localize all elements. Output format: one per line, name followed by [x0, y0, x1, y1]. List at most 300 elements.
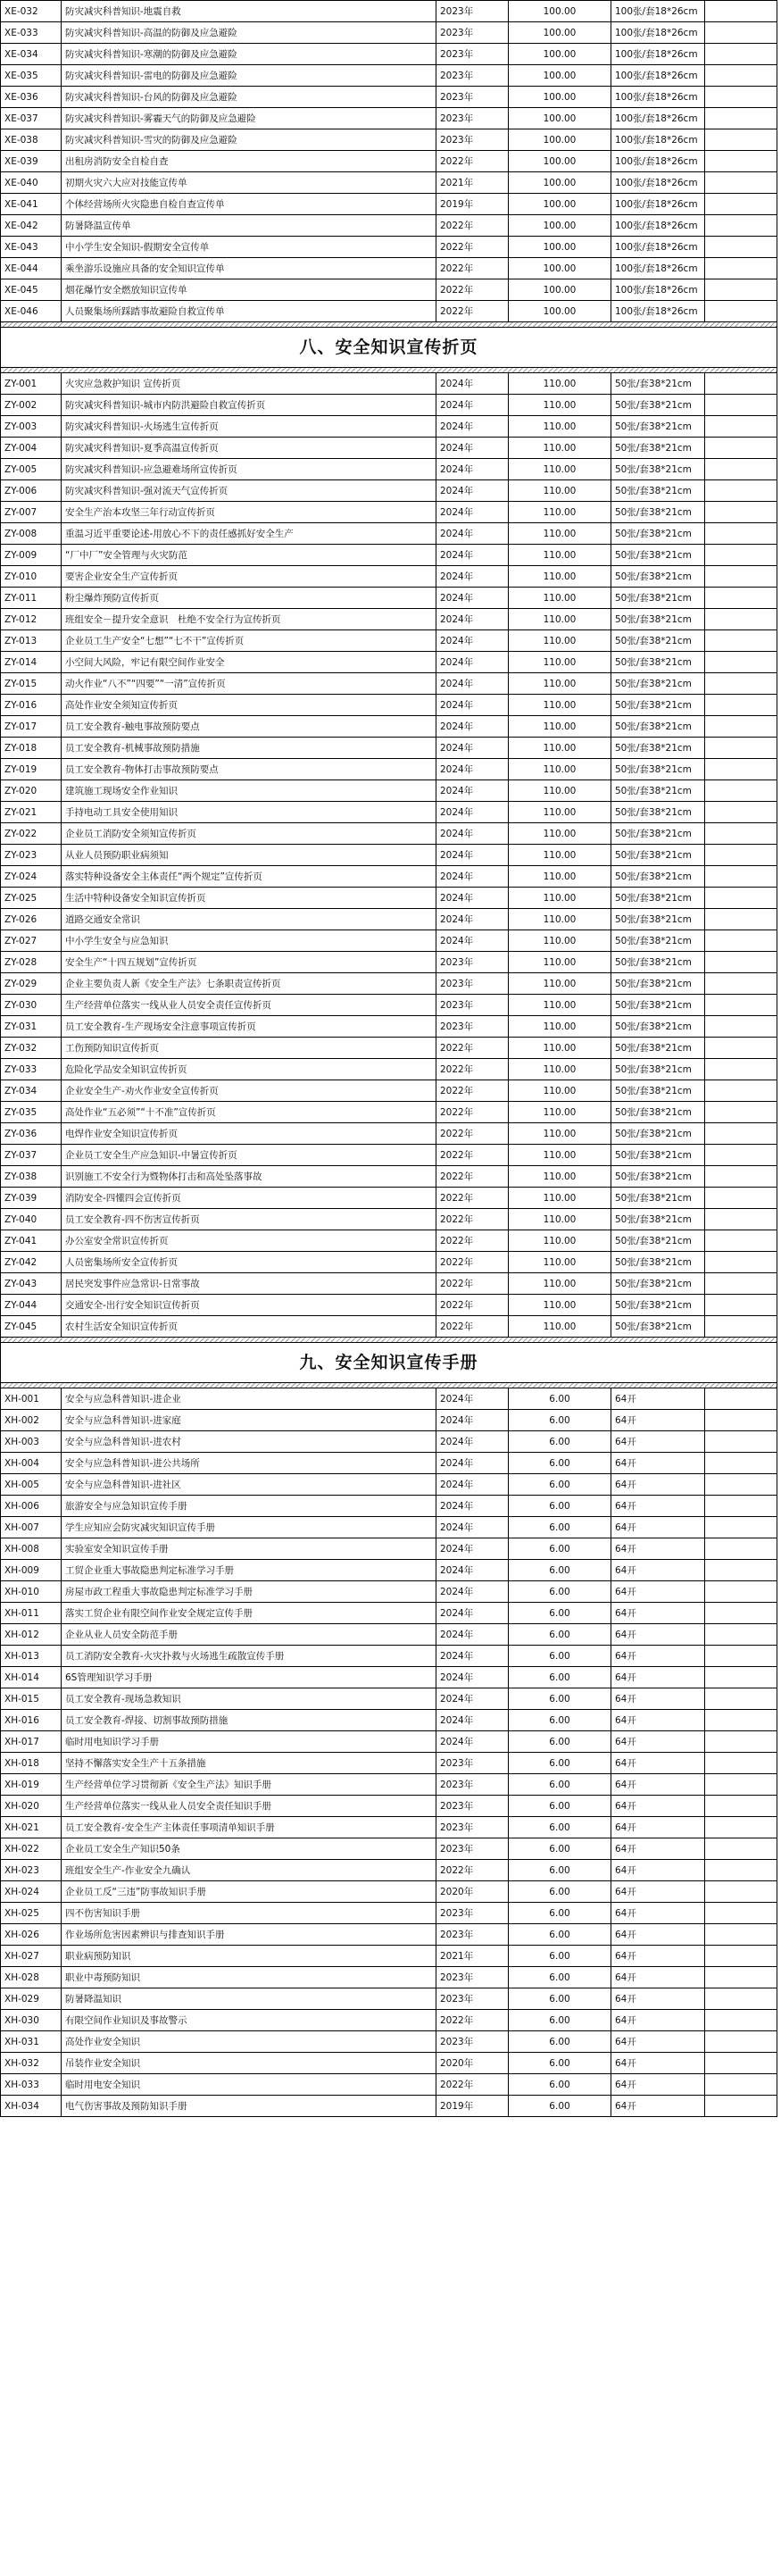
- table-row: [1, 237, 777, 258]
- item-year: 2021年: [436, 172, 509, 194]
- item-spec: 100张/套18*26cm: [611, 279, 705, 301]
- item-spec: 64开: [611, 2010, 705, 2031]
- item-year: 2024年: [436, 1496, 509, 1517]
- table-row: [1, 1646, 777, 1667]
- item-code: ZY-028: [1, 952, 62, 973]
- table-row: [1, 630, 777, 652]
- item-note: [705, 1431, 777, 1453]
- item-year: 2024年: [436, 1410, 509, 1431]
- item-title: 防灾减灾科普知识-寒潮的防御及应急避险: [62, 44, 436, 65]
- item-spec: 64开: [611, 1538, 705, 1560]
- item-spec: 50张/套38*21cm: [611, 373, 705, 395]
- item-price: 6.00: [509, 2053, 611, 2074]
- item-code: ZY-034: [1, 1080, 62, 1102]
- table-row: [1, 1517, 777, 1538]
- item-code: ZY-019: [1, 759, 62, 780]
- item-title: 企业员工安全生产知识50条: [62, 1838, 436, 1860]
- item-price: 110.00: [509, 1230, 611, 1252]
- item-year: 2022年: [436, 258, 509, 279]
- table-row: [1, 1252, 777, 1273]
- item-title: 工贸企业重大事故隐患判定标准学习手册: [62, 1560, 436, 1581]
- item-code: XE-038: [1, 129, 62, 151]
- item-code: ZY-029: [1, 973, 62, 995]
- section-header: [1, 328, 777, 368]
- item-price: 110.00: [509, 1123, 611, 1145]
- item-spec: 64开: [611, 1710, 705, 1731]
- table-row: [1, 1295, 777, 1316]
- item-spec: 50张/套38*21cm: [611, 909, 705, 930]
- item-title: 防灾减灾科普知识-城市内防洪避险自救宣传折页: [62, 395, 436, 416]
- item-spec: 50张/套38*21cm: [611, 1295, 705, 1316]
- table-row: [1, 780, 777, 802]
- item-title: 工伤预防知识宣传折页: [62, 1038, 436, 1059]
- item-title: 防灾减灾科普知识-雾霾天气的防御及应急避险: [62, 108, 436, 129]
- table-row: [1, 1410, 777, 1431]
- item-note: [705, 172, 777, 194]
- item-note: [705, 545, 777, 566]
- item-spec: 64开: [611, 1388, 705, 1410]
- table-row: [1, 194, 777, 215]
- item-title: 防灾减灾科普知识-应急避难场所宣传折页: [62, 459, 436, 480]
- item-code: XH-023: [1, 1860, 62, 1881]
- item-spec: 64开: [611, 1560, 705, 1581]
- item-price: 110.00: [509, 1209, 611, 1230]
- table-row: [1, 1496, 777, 1517]
- item-title: 乘坐游乐设施应具备的安全知识宣传单: [62, 258, 436, 279]
- item-price: 100.00: [509, 1, 611, 22]
- item-code: ZY-022: [1, 823, 62, 845]
- item-note: [705, 1517, 777, 1538]
- item-year: 2022年: [436, 2074, 509, 2096]
- item-title: 学生应知应会防灾减灾知识宣传手册: [62, 1517, 436, 1538]
- item-spec: 100张/套18*26cm: [611, 108, 705, 129]
- item-spec: 50张/套38*21cm: [611, 652, 705, 673]
- item-note: [705, 480, 777, 502]
- item-spec: 50张/套38*21cm: [611, 952, 705, 973]
- item-note: [705, 1252, 777, 1273]
- table-row: [1, 1080, 777, 1102]
- item-note: [705, 1123, 777, 1145]
- item-year: 2024年: [436, 566, 509, 588]
- item-code: ZY-003: [1, 416, 62, 438]
- item-code: XH-033: [1, 2074, 62, 2096]
- item-spec: 100张/套18*26cm: [611, 301, 705, 322]
- item-note: [705, 952, 777, 973]
- table-row: [1, 1145, 777, 1166]
- table-row: [1, 151, 777, 172]
- item-note: [705, 1209, 777, 1230]
- item-spec: 64开: [611, 2096, 705, 2117]
- item-year: 2022年: [436, 1188, 509, 1209]
- item-year: 2024年: [436, 866, 509, 888]
- item-title: 手持电动工具安全使用知识: [62, 802, 436, 823]
- item-note: [705, 2074, 777, 2096]
- item-code: ZY-032: [1, 1038, 62, 1059]
- item-year: 2020年: [436, 2053, 509, 2074]
- item-price: 6.00: [509, 1624, 611, 1646]
- item-year: 2022年: [436, 237, 509, 258]
- item-title: 企业员工消防安全须知宣传折页: [62, 823, 436, 845]
- item-price: 110.00: [509, 395, 611, 416]
- item-price: 110.00: [509, 1059, 611, 1080]
- item-title: 员工安全教育-物体打击事故预防要点: [62, 759, 436, 780]
- item-year: 2023年: [436, 129, 509, 151]
- item-price: 110.00: [509, 652, 611, 673]
- item-spec: 100张/套18*26cm: [611, 1, 705, 22]
- item-spec: 50张/套38*21cm: [611, 1038, 705, 1059]
- table-row: [1, 1946, 777, 1967]
- item-price: 110.00: [509, 673, 611, 695]
- item-title: 安全生产治本攻坚三年行动宣传折页: [62, 502, 436, 523]
- item-title: 落实特种设备安全主体责任“两个规定”宣传折页: [62, 866, 436, 888]
- item-note: [705, 566, 777, 588]
- item-year: 2024年: [436, 438, 509, 459]
- table-row: [1, 1667, 777, 1688]
- item-note: [705, 630, 777, 652]
- item-code: ZY-035: [1, 1102, 62, 1123]
- item-note: [705, 237, 777, 258]
- item-year: 2022年: [436, 151, 509, 172]
- item-spec: 50张/套38*21cm: [611, 480, 705, 502]
- table-row: [1, 1967, 777, 1988]
- item-year: 2022年: [436, 1230, 509, 1252]
- table-row: [1, 1188, 777, 1209]
- item-price: 6.00: [509, 1881, 611, 1903]
- item-spec: 50张/套38*21cm: [611, 1080, 705, 1102]
- table-row: [1, 1059, 777, 1080]
- item-code: XH-021: [1, 1817, 62, 1838]
- item-year: 2024年: [436, 1581, 509, 1603]
- item-spec: 50张/套38*21cm: [611, 995, 705, 1016]
- item-note: [705, 1688, 777, 1710]
- table-row: [1, 1817, 777, 1838]
- item-title: 企业员工反“三违”防事故知识手册: [62, 1881, 436, 1903]
- item-year: 2022年: [436, 1123, 509, 1145]
- item-price: 110.00: [509, 866, 611, 888]
- table-row: [1, 1453, 777, 1474]
- table-row: [1, 1166, 777, 1188]
- item-note: [705, 1410, 777, 1431]
- item-spec: 64开: [611, 1603, 705, 1624]
- item-code: ZY-023: [1, 845, 62, 866]
- item-price: 6.00: [509, 1517, 611, 1538]
- item-spec: 50张/套38*21cm: [611, 1316, 705, 1338]
- item-title: 生活中特种设备安全知识宣传折页: [62, 888, 436, 909]
- item-code: ZY-004: [1, 438, 62, 459]
- item-code: ZY-036: [1, 1123, 62, 1145]
- table-row: [1, 44, 777, 65]
- item-code: ZY-031: [1, 1016, 62, 1038]
- item-price: 110.00: [509, 416, 611, 438]
- item-note: [705, 1646, 777, 1667]
- item-title: 员工安全教育-生产现场安全注意事项宣传折页: [62, 1016, 436, 1038]
- item-code: XE-043: [1, 237, 62, 258]
- item-spec: 64开: [611, 2031, 705, 2053]
- item-code: XH-010: [1, 1581, 62, 1603]
- item-code: ZY-020: [1, 780, 62, 802]
- item-note: [705, 523, 777, 545]
- item-year: 2023年: [436, 1817, 509, 1838]
- item-spec: 50张/套38*21cm: [611, 1123, 705, 1145]
- item-title: 临时用电安全知识: [62, 2074, 436, 2096]
- item-title: 防灾减灾科普知识-雷电的防御及应急避险: [62, 65, 436, 87]
- item-price: 6.00: [509, 1838, 611, 1860]
- item-year: 2024年: [436, 480, 509, 502]
- item-code: ZY-042: [1, 1252, 62, 1273]
- item-note: [705, 738, 777, 759]
- item-price: 110.00: [509, 973, 611, 995]
- item-spec: 100张/套18*26cm: [611, 22, 705, 44]
- item-price: 100.00: [509, 108, 611, 129]
- item-price: 100.00: [509, 237, 611, 258]
- item-spec: 64开: [611, 1903, 705, 1924]
- item-code: ZY-008: [1, 523, 62, 545]
- item-year: 2022年: [436, 215, 509, 237]
- item-note: [705, 995, 777, 1016]
- item-title: 高处作业安全须知宣传折页: [62, 695, 436, 716]
- item-spec: 50张/套38*21cm: [611, 609, 705, 630]
- item-title: 安全与应急科普知识-进农村: [62, 1431, 436, 1453]
- item-year: 2024年: [436, 416, 509, 438]
- item-code: ZY-030: [1, 995, 62, 1016]
- item-code: XE-039: [1, 151, 62, 172]
- item-code: XH-029: [1, 1988, 62, 2010]
- item-title: 旅游安全与应急知识宣传手册: [62, 1496, 436, 1517]
- item-note: [705, 1102, 777, 1123]
- item-spec: 50张/套38*21cm: [611, 438, 705, 459]
- item-year: 2024年: [436, 545, 509, 566]
- item-spec: 50张/套38*21cm: [611, 1059, 705, 1080]
- item-year: 2024年: [436, 716, 509, 738]
- item-title: 防灾减灾科普知识-高温的防御及应急避险: [62, 22, 436, 44]
- item-year: 2024年: [436, 738, 509, 759]
- item-title: 高处作业安全知识: [62, 2031, 436, 2053]
- item-note: [705, 1038, 777, 1059]
- item-price: 6.00: [509, 1538, 611, 1560]
- item-year: 2024年: [436, 1646, 509, 1667]
- item-year: 2024年: [436, 1474, 509, 1496]
- item-spec: 50张/套38*21cm: [611, 416, 705, 438]
- item-note: [705, 1903, 777, 1924]
- item-title: 防灾减灾科普知识-雪灾的防御及应急避险: [62, 129, 436, 151]
- item-price: 6.00: [509, 1710, 611, 1731]
- item-year: 2024年: [436, 930, 509, 952]
- item-note: [705, 416, 777, 438]
- item-spec: 64开: [611, 1453, 705, 1474]
- item-note: [705, 1188, 777, 1209]
- table-row: [1, 108, 777, 129]
- item-code: ZY-026: [1, 909, 62, 930]
- item-title: 安全与应急科普知识-进公共场所: [62, 1453, 436, 1474]
- item-note: [705, 673, 777, 695]
- item-price: 110.00: [509, 952, 611, 973]
- item-price: 6.00: [509, 2010, 611, 2031]
- item-note: [705, 1624, 777, 1646]
- item-note: [705, 151, 777, 172]
- item-price: 6.00: [509, 2031, 611, 2053]
- item-spec: 64开: [611, 1860, 705, 1881]
- item-spec: 50张/套38*21cm: [611, 759, 705, 780]
- item-spec: 50张/套38*21cm: [611, 1252, 705, 1273]
- item-price: 100.00: [509, 194, 611, 215]
- item-year: 2024年: [436, 373, 509, 395]
- item-code: XH-017: [1, 1731, 62, 1753]
- item-code: ZY-024: [1, 866, 62, 888]
- item-code: ZY-027: [1, 930, 62, 952]
- item-note: [705, 1016, 777, 1038]
- item-spec: 64开: [611, 1796, 705, 1817]
- item-spec: 64开: [611, 1946, 705, 1967]
- item-spec: 50张/套38*21cm: [611, 1166, 705, 1188]
- item-title: 动火作业“八不”“四要”“一清”宣传折页: [62, 673, 436, 695]
- item-year: 2022年: [436, 2010, 509, 2031]
- item-note: [705, 780, 777, 802]
- table-row: [1, 1731, 777, 1753]
- item-spec: 64开: [611, 1774, 705, 1796]
- item-price: 110.00: [509, 1188, 611, 1209]
- item-note: [705, 1230, 777, 1252]
- item-title: 员工安全教育-现场急救知识: [62, 1688, 436, 1710]
- item-price: 110.00: [509, 930, 611, 952]
- item-note: [705, 888, 777, 909]
- item-year: 2023年: [436, 1753, 509, 1774]
- item-note: [705, 1796, 777, 1817]
- item-price: 110.00: [509, 480, 611, 502]
- item-code: ZY-002: [1, 395, 62, 416]
- table-row: [1, 2031, 777, 2053]
- table-row: [1, 459, 777, 480]
- item-code: XE-033: [1, 22, 62, 44]
- table-row: [1, 1774, 777, 1796]
- item-year: 2022年: [436, 1038, 509, 1059]
- table-row: [1, 1581, 777, 1603]
- item-title: 识别施工不安全行为暨物体打击和高处坠落事故: [62, 1166, 436, 1188]
- item-year: 2022年: [436, 1145, 509, 1166]
- item-title: 企业员工安全生产应急知识-中暑宣传折页: [62, 1145, 436, 1166]
- item-price: 6.00: [509, 1924, 611, 1946]
- item-year: 2022年: [436, 1273, 509, 1295]
- item-year: 2023年: [436, 1796, 509, 1817]
- item-code: ZY-037: [1, 1145, 62, 1166]
- item-price: 6.00: [509, 1496, 611, 1517]
- table-row: [1, 279, 777, 301]
- item-spec: 100张/套18*26cm: [611, 258, 705, 279]
- table-row: [1, 866, 777, 888]
- table-row: [1, 301, 777, 322]
- item-code: XH-020: [1, 1796, 62, 1817]
- item-code: XE-032: [1, 1, 62, 22]
- item-title: 员工安全教育-焊接、切割事故预防措施: [62, 1710, 436, 1731]
- item-title: 消防安全-四懂四会宣传折页: [62, 1188, 436, 1209]
- item-note: [705, 1710, 777, 1731]
- item-note: [705, 2096, 777, 2117]
- item-code: XE-034: [1, 44, 62, 65]
- item-spec: 100张/套18*26cm: [611, 237, 705, 258]
- item-spec: 50张/套38*21cm: [611, 930, 705, 952]
- item-code: ZY-011: [1, 588, 62, 609]
- item-price: 6.00: [509, 1410, 611, 1431]
- item-note: [705, 1667, 777, 1688]
- item-year: 2024年: [436, 1431, 509, 1453]
- item-year: 2024年: [436, 888, 509, 909]
- item-title: 安全生产“十四五规划”宣传折页: [62, 952, 436, 973]
- item-code: XH-028: [1, 1967, 62, 1988]
- item-title: 防灾减灾科普知识-夏季高温宣传折页: [62, 438, 436, 459]
- item-code: XH-007: [1, 1517, 62, 1538]
- item-note: [705, 1080, 777, 1102]
- item-code: XH-013: [1, 1646, 62, 1667]
- item-spec: 50张/套38*21cm: [611, 523, 705, 545]
- item-title: 有限空间作业知识及事故警示: [62, 2010, 436, 2031]
- item-spec: 64开: [611, 1817, 705, 1838]
- item-note: [705, 2010, 777, 2031]
- item-title: 临时用电知识学习手册: [62, 1731, 436, 1753]
- item-price: 100.00: [509, 215, 611, 237]
- item-title: 坚持不懈落实安全生产十五条措施: [62, 1753, 436, 1774]
- item-price: 110.00: [509, 780, 611, 802]
- item-note: [705, 1388, 777, 1410]
- item-title: 员工安全教育-安全生产主体责任事项清单知识手册: [62, 1817, 436, 1838]
- item-note: [705, 1166, 777, 1188]
- item-code: ZY-009: [1, 545, 62, 566]
- item-note: [705, 1817, 777, 1838]
- item-year: 2019年: [436, 2096, 509, 2117]
- item-spec: 50张/套38*21cm: [611, 1145, 705, 1166]
- item-year: 2023年: [436, 2031, 509, 2053]
- table-row: [1, 995, 777, 1016]
- item-spec: 50张/套38*21cm: [611, 973, 705, 995]
- table-row: [1, 1753, 777, 1774]
- item-code: ZY-033: [1, 1059, 62, 1080]
- item-year: 2024年: [436, 609, 509, 630]
- item-title: 危险化学品安全知识宣传折页: [62, 1059, 436, 1080]
- item-code: ZY-039: [1, 1188, 62, 1209]
- item-title: 农村生活安全知识宣传折页: [62, 1316, 436, 1338]
- table-row: [1, 2074, 777, 2096]
- item-year: 2022年: [436, 1102, 509, 1123]
- item-title: 火灾应急救护知识 宣传折页: [62, 373, 436, 395]
- item-spec: 50张/套38*21cm: [611, 845, 705, 866]
- item-year: 2022年: [436, 1252, 509, 1273]
- item-price: 100.00: [509, 258, 611, 279]
- item-code: XH-032: [1, 2053, 62, 2074]
- item-year: 2023年: [436, 1903, 509, 1924]
- item-code: XH-026: [1, 1924, 62, 1946]
- item-code: XH-024: [1, 1881, 62, 1903]
- table-row: [1, 1431, 777, 1453]
- item-price: 110.00: [509, 823, 611, 845]
- item-spec: 50张/套38*21cm: [611, 866, 705, 888]
- item-title: 居民突发事件应急常识-日常事故: [62, 1273, 436, 1295]
- table-row: [1, 823, 777, 845]
- table-row: [1, 909, 777, 930]
- item-price: 100.00: [509, 279, 611, 301]
- item-code: ZY-025: [1, 888, 62, 909]
- item-note: [705, 973, 777, 995]
- item-price: 6.00: [509, 1731, 611, 1753]
- table-row: [1, 395, 777, 416]
- item-title: 实验室安全知识宣传手册: [62, 1538, 436, 1560]
- item-year: 2024年: [436, 1624, 509, 1646]
- item-title: 防暑降温宣传单: [62, 215, 436, 237]
- table-row: [1, 438, 777, 459]
- item-note: [705, 930, 777, 952]
- item-spec: 50张/套38*21cm: [611, 545, 705, 566]
- item-note: [705, 1059, 777, 1080]
- item-title: 交通安全-出行安全知识宣传折页: [62, 1295, 436, 1316]
- table-row: [1, 1603, 777, 1624]
- item-price: 6.00: [509, 2074, 611, 2096]
